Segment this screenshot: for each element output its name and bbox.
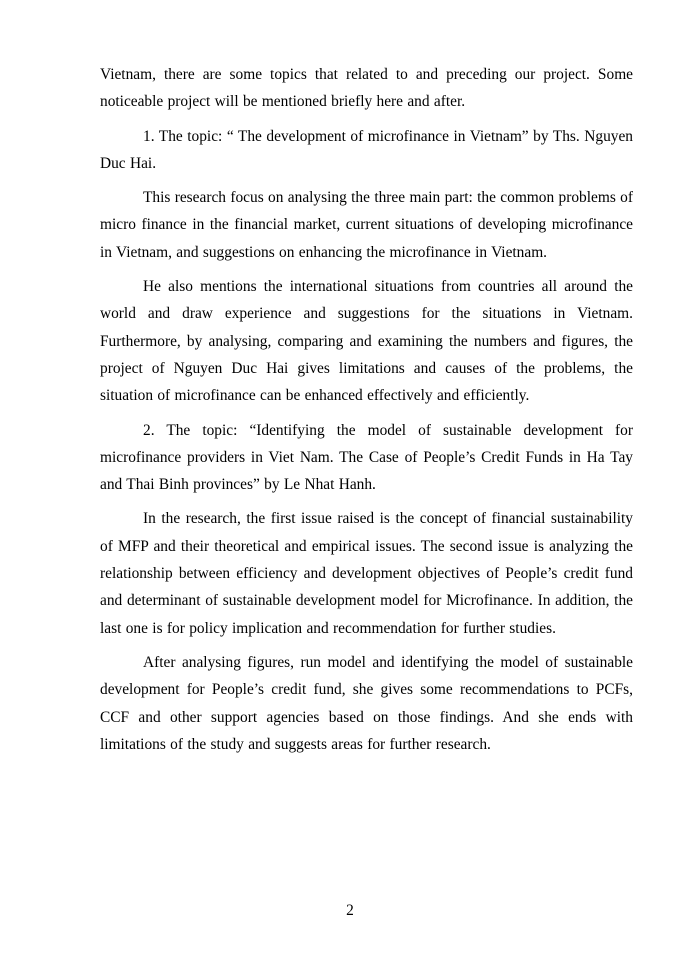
- paragraph-topic-2-heading: 2. The topic: “Identifying the model of sustainable development for microfinance providers in Viet Nam. The Case of People’s Credit Funds in Ha Tay and Thai Binh provinces” by Le Nhat Hanh.: [100, 421, 633, 494]
- page-number: 2: [346, 902, 354, 919]
- paragraph-topic-1-heading: 1. The topic: “ The development of microfinance in Vietnam” by Ths. Nguyen Duc Hai.: [100, 127, 633, 172]
- paragraph-intro: Vietnam, there are some topics that related to and preceding our project. Some noticeable project will be mentioned briefly here and after.: [100, 66, 633, 111]
- paragraph-topic-1-details: He also mentions the international situations from countries all around the world and draw experience and suggestions for the situations in Vietnam. Furthermore, by analysing, comparing and examining the numbers and figures, the project of Nguyen Duc Hai gives limitations and causes of the problems, the situation of microfinance can be enhanced effectively and efficiently.: [100, 278, 633, 405]
- paragraph-topic-1-summary: This research focus on analysing the three main part: the common problems of micro finance in the financial market, current situations of developing microfinance in Vietnam, and suggestions on enhancing the microfinance in Vietnam.: [100, 189, 633, 261]
- paragraph-topic-2-conclusion: After analysing figures, run model and identifying the model of sustainable development for People’s credit fund, she gives some recommendations to PCFs, CCF and other support agencies based on those findings. And she ends with limitations of the study and suggests areas for further research.: [100, 653, 633, 753]
- page-body: [100, 61, 633, 765]
- paragraph-topic-2-summary: In the research, the first issue raised is the concept of financial sustainability of MFP and their theoretical and empirical issues. The second issue is analyzing the relationship between efficiency and development objectives of People’s credit fund and determinant of sustainable development model for Microfinance. In addition, the last one is for policy implication and recommendation for further studies.: [100, 510, 633, 637]
